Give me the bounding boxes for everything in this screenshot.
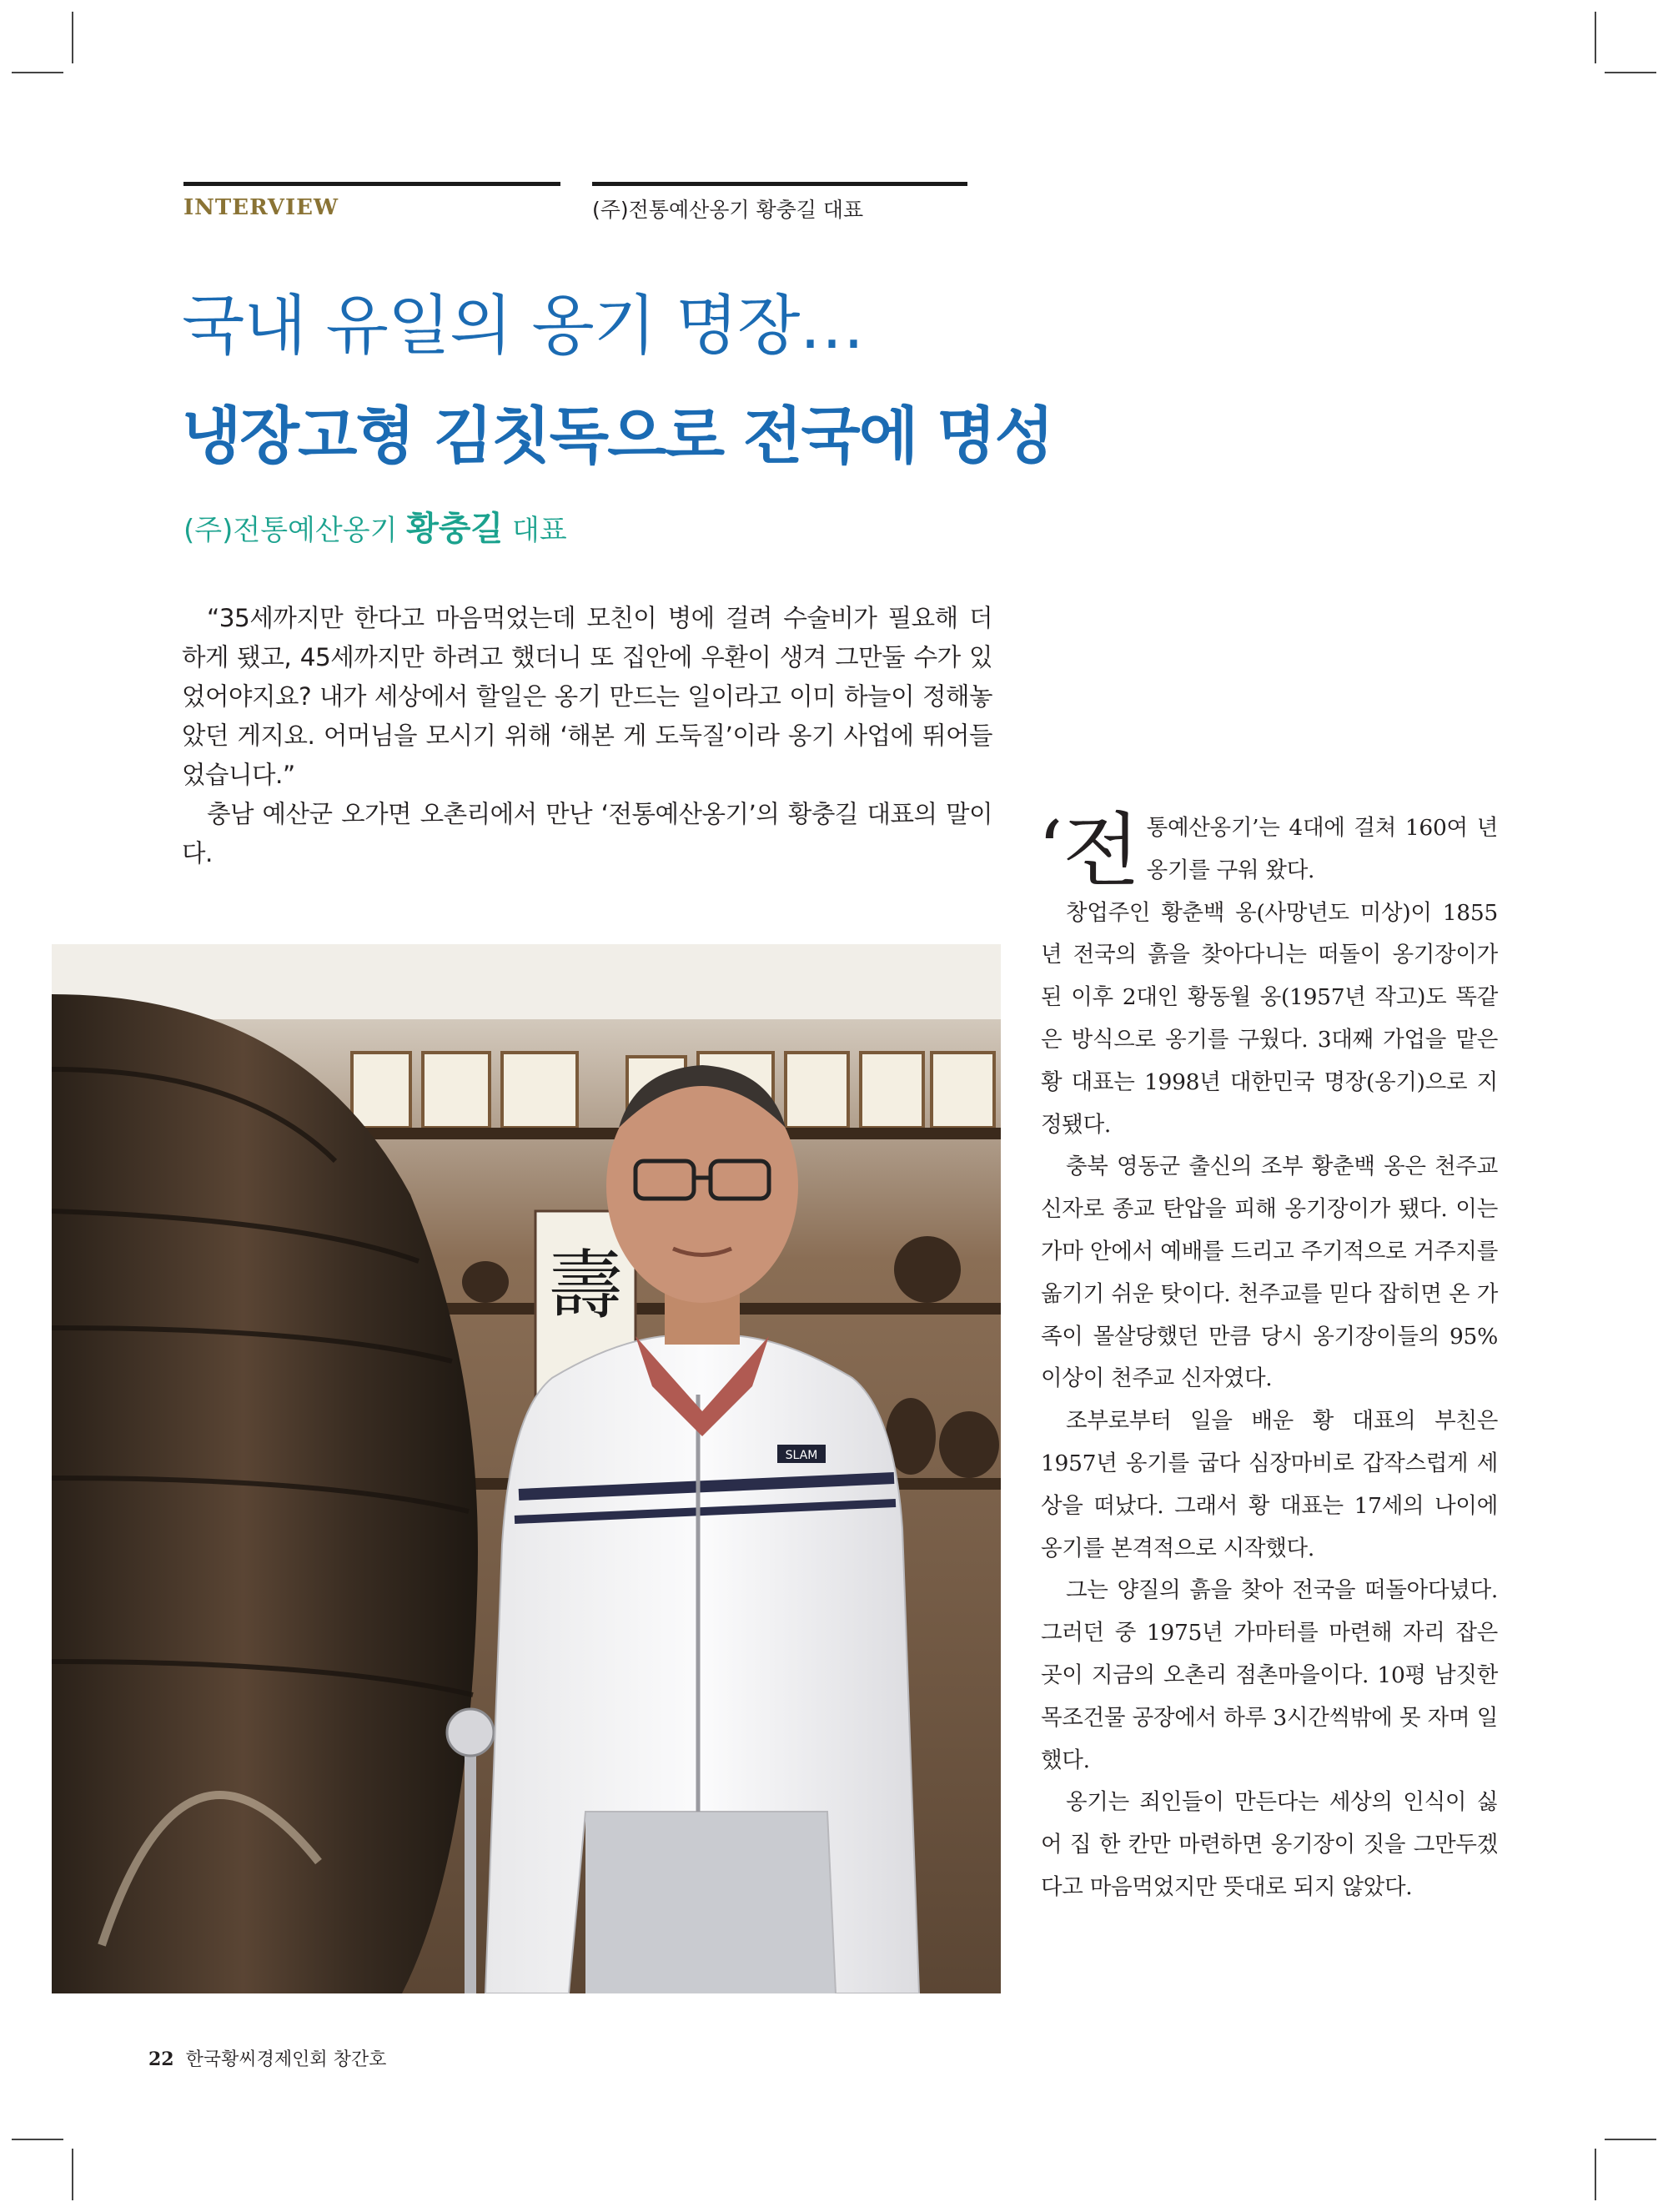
page-number: 22 xyxy=(148,2049,174,2070)
byline-company: (주)전통예산옹기 xyxy=(183,514,407,547)
body-paragraph: 조부로부터 일을 배운 황 대표의 부친은 1957년 옹기를 굽다 심장마비로 갑작스럽게 세상을 떠났다. 그래서 황 대표는 17세의 나이에 옹기를 본격적으로 시작했다. xyxy=(1041,1408,1498,1561)
portrait-photo xyxy=(52,944,1001,1993)
crop-mark xyxy=(1595,12,1596,63)
body-paragraph: ‘전통예산옹기’는 4대에 걸쳐 160여 년 옹기를 구워 왔다. xyxy=(1037,804,1498,897)
header-rule-left xyxy=(183,182,560,186)
lead-attribution: 충남 예산군 오가면 오촌리에서 만난 ‘전통예산옹기’의 황충길 대표의 말이다. xyxy=(182,800,992,867)
crop-mark xyxy=(1605,2139,1656,2140)
lead-paragraph xyxy=(182,599,992,873)
body-paragraph: 충북 영동군 출신의 조부 황춘백 옹은 천주교 신자로 종교 탄압을 피해 옹기장이가 됐다. 이는 가마 안에서 예배를 드리고 주기적으로 거주지를 옮기기 쉬운 탓이다. 천주교를 믿다 잡히면 온 가족이 몰살당했던 만큼 당시 옹기장이들의 95% 이상이 천주교 신자였다. xyxy=(1041,1154,1498,1392)
crop-mark xyxy=(1605,72,1656,73)
crop-mark xyxy=(72,2149,73,2200)
body-paragraph: 옹기는 죄인들이 만든다는 세상의 인식이 싫어 집 한 칸만 마련하면 옹기장이 짓을 그만두겠다고 마음먹었지만 뜻대로 되지 않았다. xyxy=(1041,1789,1498,1900)
crop-mark xyxy=(12,72,63,73)
publication-name: 한국황씨경제인회 창간호 xyxy=(185,2049,387,2070)
article-body xyxy=(1037,804,1498,1909)
body-paragraph: 창업주인 황춘백 옹(사망년도 미상)이 1855년 전국의 흙을 찾아다니는 떠돌이 옹기장이가 된 이후 2대인 황동월 옹(1957년 작고)도 똑같은 방식으로 옹기를 구웠다. 3대째 가업을 맡은 황 대표는 1998년 대한민국 명장(옹기)으로 지정됐다. xyxy=(1041,899,1498,1138)
headline-line-1: 국내 유일의 옹기 명장… xyxy=(182,289,864,364)
headline-line-2: 냉장고형 김칫독으로 전국에 명성 xyxy=(182,400,1053,472)
crop-mark xyxy=(1595,2149,1596,2200)
jacket-badge-text: SLAM xyxy=(785,1449,818,1462)
crop-mark xyxy=(72,12,73,63)
crop-mark xyxy=(12,2139,63,2140)
section-label: INTERVIEW xyxy=(183,195,339,220)
header-rule-right xyxy=(592,182,967,186)
calligraphy-text: 壽 xyxy=(548,1242,623,1330)
byline xyxy=(183,502,567,550)
lead-quote: “35세까지만 한다고 마음먹었는데 모친이 병에 걸려 수술비가 필요해 더 하게 됐고, 45세까지만 하려고 했더니 또 집안에 우환이 생겨 그만둘 수가 있었어야지요? 내가 세상에서 할일은 옹기 만드는 일이라고 이미 하늘이 정해놓았던 게지요. 어머님을 모시기 위해 ‘해본 게 도둑질’이라 옹기 사업에 뛰어들었습니다.” xyxy=(182,604,992,789)
byline-role: 대표 xyxy=(503,514,567,547)
drop-cap: ‘전 xyxy=(1037,804,1140,897)
byline-name: 황충길 xyxy=(406,510,504,548)
header-subject: (주)전통예산옹기 황충길 대표 xyxy=(592,198,864,222)
page-footer xyxy=(148,2045,386,2071)
body-paragraph: 그는 양질의 흙을 찾아 전국을 떠돌아다녔다. 그러던 중 1975년 가마터를 마련해 자리 잡은 곳이 지금의 오촌리 점촌마을이다. 10평 남짓한 목조건물 공장에서 하루 3시간씩밖에 못 자며 일했다. xyxy=(1041,1577,1498,1773)
